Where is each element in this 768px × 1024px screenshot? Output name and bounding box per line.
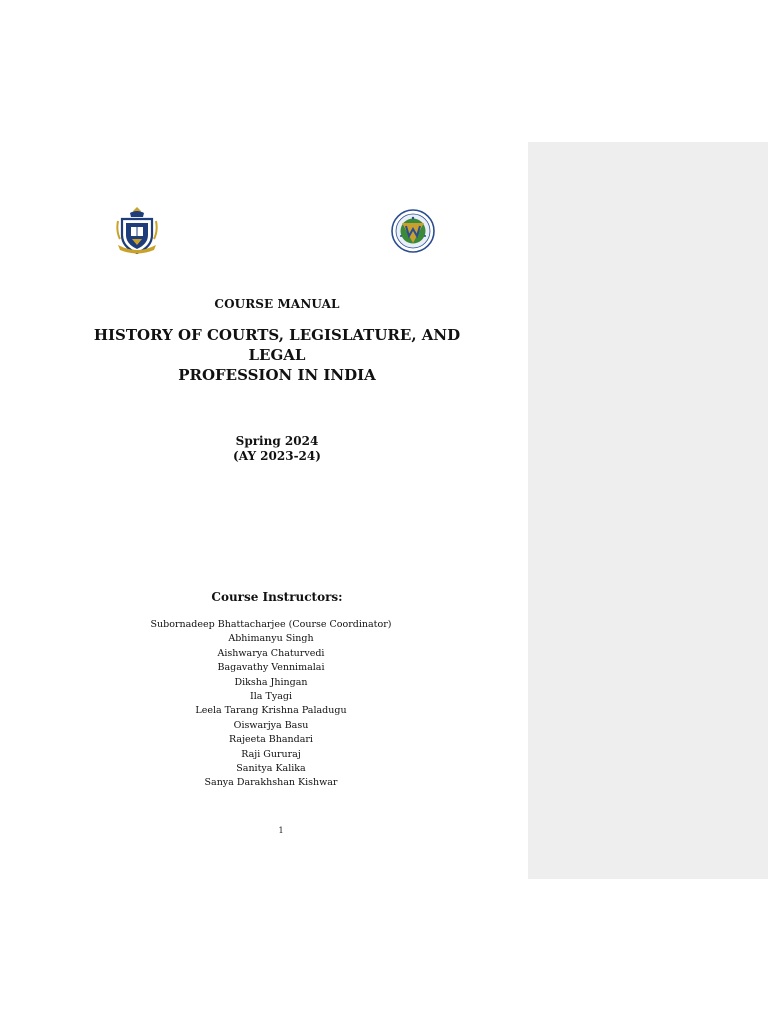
university-crest-icon: [116, 205, 158, 255]
instructor-name: Oiswarjya Basu: [233, 719, 309, 731]
course-title-line-2: PROFESSION IN INDIA: [178, 366, 376, 384]
document-label: COURSE MANUAL: [214, 297, 340, 311]
instructors-heading: Course Instructors:: [211, 590, 343, 604]
course-title-line-1: HISTORY OF COURTS, LEGISLATURE, AND LEGAL: [93, 326, 461, 364]
instructor-name: Ila Tyagi: [250, 691, 292, 703]
course-title: [84, 325, 470, 385]
instructor-name: Leela Tarang Krishna Paladugu: [195, 705, 347, 717]
circular-seal-icon: [389, 208, 437, 254]
instructor-name: Sanitya Kalika: [236, 763, 306, 775]
instructor-name: Diksha Jhingan: [234, 676, 308, 688]
comment-pane: [528, 142, 768, 879]
instructor-name: Subornadeep Bhattacharjee (Course Coordinator): [150, 619, 392, 630]
page-number: 1: [278, 826, 284, 835]
term: Spring 2024: [235, 434, 319, 448]
instructors-list: [0, 618, 542, 791]
instructor-name: Sanya Darakhshan Kishwar: [204, 777, 338, 789]
term-block: [0, 434, 554, 464]
instructor-name: Bagavathy Vennimalai: [217, 662, 325, 674]
instructor-name: Raji Gururaj: [241, 748, 301, 760]
academic-year: (AY 2023-24): [233, 449, 321, 463]
instructor-name: Rajeeta Bhandari: [229, 734, 313, 746]
instructor-name: Aishwarya Chaturvedi: [217, 647, 325, 659]
instructor-name: Abhimanyu Singh: [228, 633, 314, 645]
